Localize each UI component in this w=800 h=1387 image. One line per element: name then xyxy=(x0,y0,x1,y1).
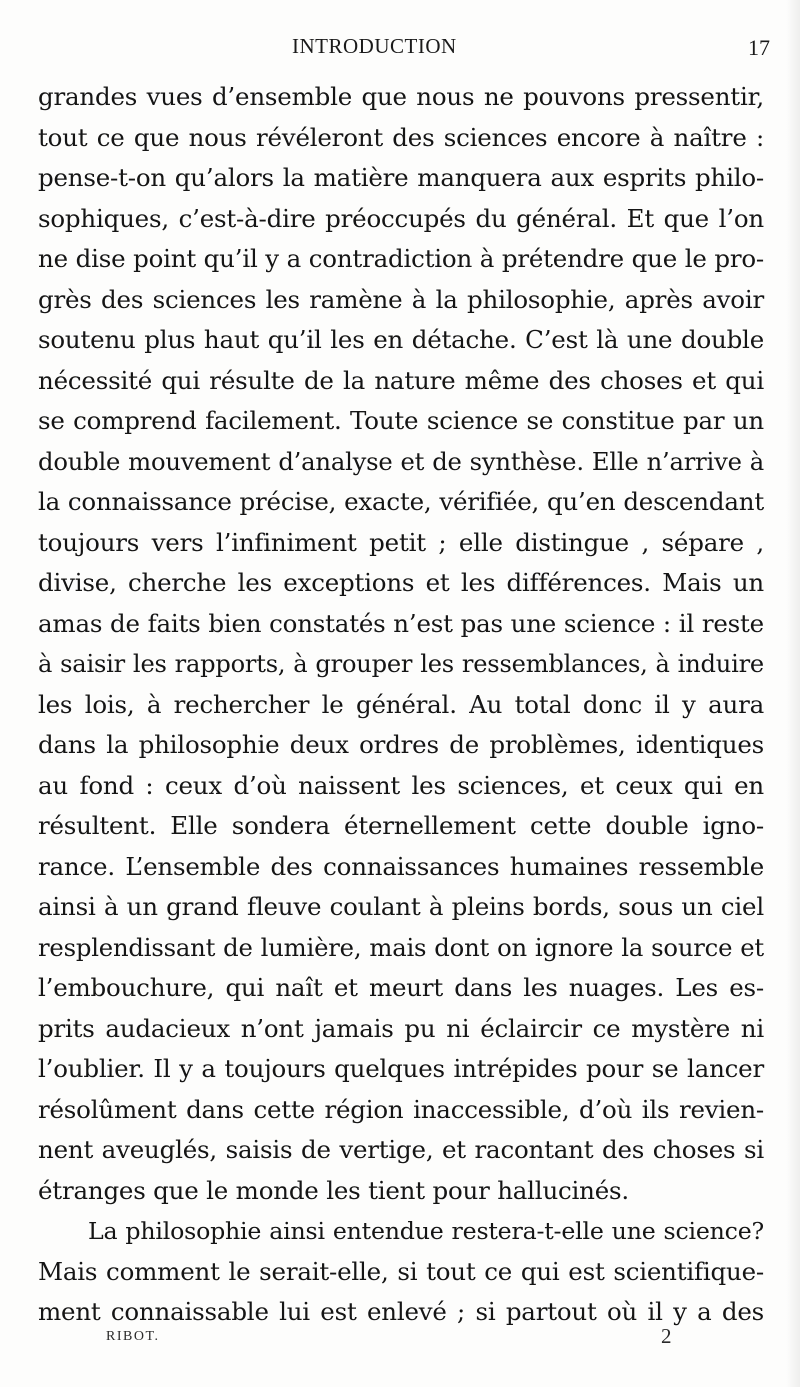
paragraph-end-line: étranges que le monde les tient pour hallucinés. xyxy=(38,1175,630,1205)
text-line: toujours vers l’infiniment petit ; elle distingue , sépare , xyxy=(38,527,764,557)
signature-mark: RIBOT. xyxy=(106,1329,160,1344)
text-line: tout ce que nous révéleront des sciences encore à naître : xyxy=(38,122,764,152)
text-line: la connaissance précise, exacte, vérifiée, qu’en descendant xyxy=(38,487,764,516)
text-line: ainsi à un grand fleuve coulant à pleins bords, sous un ciel xyxy=(38,892,764,921)
page-number: 17 xyxy=(748,35,770,60)
sheet-number: 2 xyxy=(661,1324,672,1348)
text-line: résultent. Elle sondera éternellement cette double igno- xyxy=(38,811,764,840)
body-text xyxy=(38,77,764,1333)
text-line: soutenu plus haut qu’il les en détache. C’est là une double xyxy=(38,325,764,354)
page-footer xyxy=(0,1325,800,1355)
text-line: grès des sciences les ramène à la philosophie, après avoir xyxy=(38,284,764,314)
text-line: à saisir les rapports, à grouper les ressemblances, à induire xyxy=(38,650,764,678)
text-line: ne dise point qu’il y a contradiction à prétendre que le pro- xyxy=(38,244,764,273)
running-title: INTRODUCTION xyxy=(292,34,457,58)
text-line: ment connaissable lui est enlevé ; si partout où il y a des xyxy=(38,1297,764,1326)
text-line: l’embouchure, qui naît et meurt dans les nuages. Les es- xyxy=(38,973,764,1002)
text-line: double mouvement d’analyse et de synthèse. Elle n’arrive à xyxy=(38,446,764,476)
text-line: se comprend facilement. Toute science se constitue par un xyxy=(38,406,764,435)
text-line: resplendissant de lumière, mais dont on ignore la source et xyxy=(38,932,764,962)
page-edge-shadow xyxy=(786,0,800,1387)
text-line: l’oublier. Il y a toujours quelques intrépides pour se lancer xyxy=(38,1054,764,1083)
text-line: pense-t-on qu’alors la matière manquera aux esprits philo- xyxy=(38,163,764,192)
text-line: prits audacieux n’ont jamais pu ni éclaircir ce mystère ni xyxy=(38,1013,764,1043)
text-line: divise, cherche les exceptions et les différences. Mais un xyxy=(38,568,764,597)
text-line: grandes vues d’ensemble que nous ne pouvons pressentir, xyxy=(38,82,764,111)
text-line: nent aveuglés, saisis de vertige, et racontant des choses si xyxy=(38,1135,764,1164)
text-line: les lois, à rechercher le général. Au total donc il y aura xyxy=(38,689,764,719)
running-head xyxy=(0,34,800,64)
text-line: dans la philosophie deux ordres de problèmes, identiques xyxy=(38,730,764,759)
paragraph-start-line: La philosophie ainsi entendue restera-t-elle une science? xyxy=(88,1217,764,1245)
text-line: Mais comment le serait-elle, si tout ce qui est scientifique- xyxy=(38,1256,764,1286)
text-line: rance. L’ensemble des connaissances humaines ressemble xyxy=(38,851,764,881)
text-line: résolûment dans cette région inaccessible, d’où ils revien- xyxy=(38,1094,764,1124)
text-line: amas de faits bien constatés n’est pas une science : il reste xyxy=(38,608,764,638)
text-line: sophiques, c’est-à-dire préoccupés du général. Et que l’on xyxy=(38,203,764,233)
text-line: au fond : ceux d’où naissent les sciences, et ceux qui en xyxy=(38,770,764,800)
text-line: nécessité qui résulte de la nature même des choses et qui xyxy=(38,365,764,395)
